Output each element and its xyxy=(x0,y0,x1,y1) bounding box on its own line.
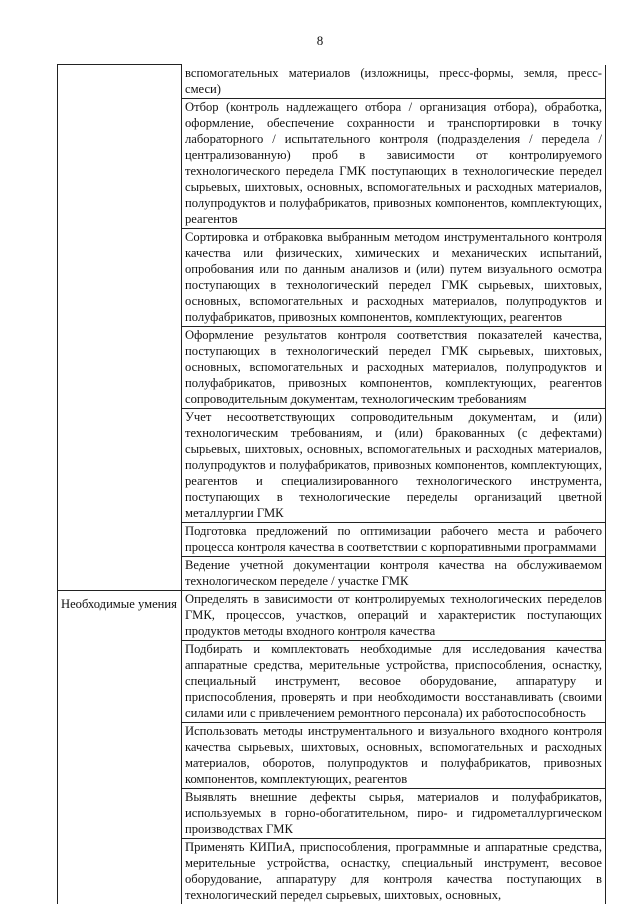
table-row xyxy=(58,590,606,640)
section-label-skills: Необходимые умения xyxy=(58,590,182,904)
table-cell-text: Учет несоответствующих сопроводительным документам, и (или) технологическим требованиям, и (или) бракованных (с дефектами) сырьевых, шихтовых, основных, вспомогательных и расходных материалов, полупродуктов и полуфабрикатов, привозных компонентов, комплектующих, реагентов и специализированного технологического инструмента, поступающих в технологические переделы организаций цветной металлургии ГМК xyxy=(182,408,606,522)
table-cell-text: Применять КИПиА, приспособления, программные и аппаратные средства, мерительные устройства, оснастку, специальный инструмент, весовое оборудование, аппаратуру для контроля качества поступающих в технологический передел сырьевых, шихтовых, основных, xyxy=(182,838,606,904)
table-cell-text: Отбор (контроль надлежащего отбора / организация отбора), обработка, оформление, обеспечение сохранности и транспортировки в точку лабораторного / испытательного контроля (подразделения / передела / централизованную) проб в зависимости от контролируемого технологического передела ГМК поступающих в технологические передел сырьевых, шихтовых, основных, вспомогательных и расходных материалов, полупродуктов и полуфабрикатов, привозных компонентов, комплектующих, реагентов xyxy=(182,98,606,228)
table-cell-text: Подготовка предложений по оптимизации рабочего места и рабочего процесса контроля качества в соответствии с корпоративными программами xyxy=(182,522,606,556)
competency-table xyxy=(57,64,606,904)
table-cell-text: Ведение учетной документации контроля качества на обслуживаемом технологическом переделе / участке ГМК xyxy=(182,556,606,590)
table-cell-text: Определять в зависимости от контролируемых технологических переделов ГМК, процессов, участков, операций и характеристик поступающих продуктов методы входного контроля качества xyxy=(182,590,606,640)
table-cell-text: Сортировка и отбраковка выбранным методом инструментального контроля качества или физических, химических и механических испытаний, опробования или по данным анализов и (или) путем визуального осмотра поступающих в технологический передел ГМК сырьевых, шихтовых, основных, вспомогательных и расходных материалов, полупродуктов и полуфабрикатов, привозных компонентов, комплектующих, реагентов xyxy=(182,228,606,326)
table-cell-text: вспомогательных материалов (изложницы, пресс-формы, земля, пресс-смеси) xyxy=(182,65,606,99)
page-number: 8 xyxy=(316,33,324,48)
table-cell-text: Использовать методы инструментального и визуального входного контроля качества сырьевых, шихтовых, основных, вспомогательных и расходных материалов, оборотов, полупродуктов и полуфабрикатов, привозных компонентов, комплектующих, реагентов xyxy=(182,722,606,788)
table-cell-text: Оформление результатов контроля соответствия показателей качества, поступающих в технологический передел ГМК сырьевых, шихтовых, основных, вспомогательных и расходных материалов, полупродуктов и полуфабрикатов, привозных компонентов, комплектующих, реагентов сопроводительным документам, технологическим требованиям xyxy=(182,326,606,408)
table-cell-text: Подбирать и комплектовать необходимые для исследования качества аппаратные средства, мерительные устройства, приспособления, оснастку, специальный инструмент, весовое оборудование, аппаратуру и приспособления, проверять и при необходимости восстанавливать (своими силами или с привлечением ремонтного персонала) их работоспособность xyxy=(182,640,606,722)
section-label-blank xyxy=(58,65,182,591)
table-cell-text: Выявлять внешние дефекты сырья, материалов и полуфабрикатов, используемых в горно-обогатительном, пиро- и гидрометаллургическом производствах ГМК xyxy=(182,788,606,838)
table-row xyxy=(58,65,606,99)
